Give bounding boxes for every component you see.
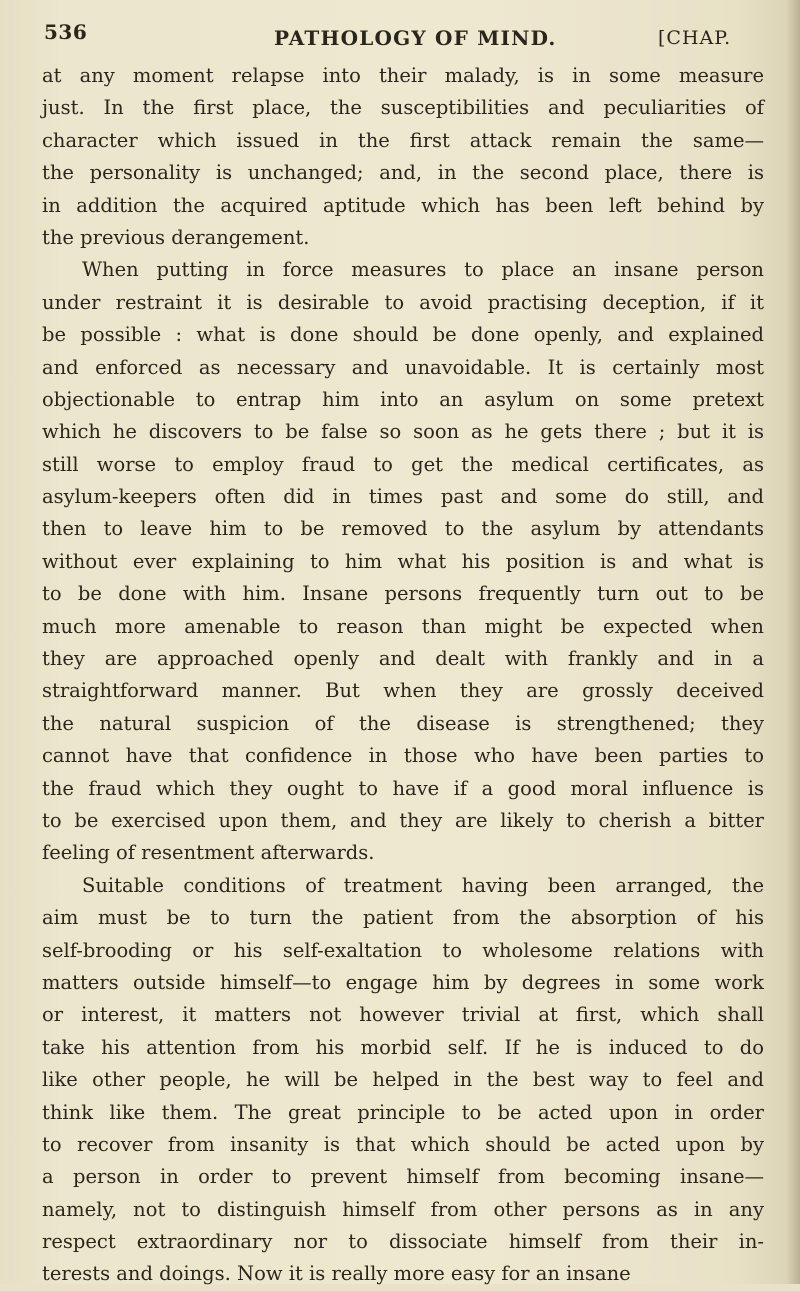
text-line: in addition the acquired aptitude which has been left behind by xyxy=(42,193,764,217)
text-line: to be exercised upon them, and they are likely to cherish a bitter xyxy=(42,808,764,832)
text-line: matters outside himself—to engage him by degrees in some work xyxy=(42,970,764,994)
text-line: like other people, he will be helped in the best way to feel and xyxy=(42,1068,764,1092)
text-line: the natural suspicion of the disease is strengthened; they xyxy=(42,711,764,735)
text-line: the previous derangement. xyxy=(42,225,310,249)
text-line: just. In the first place, the susceptibilities and peculiarities of xyxy=(42,96,764,120)
text-line: cannot have that confidence in those who have been parties to xyxy=(42,744,764,768)
text-line: think like them. The great principle to be acted upon in order xyxy=(42,1100,764,1124)
running-title: PATHOLOGY OF MIND. xyxy=(274,26,557,50)
text-line: under restraint it is desirable to avoid practising deception, if it xyxy=(42,290,764,314)
text-line: a person in order to prevent himself from becoming insane— xyxy=(42,1165,764,1189)
text-line: self-brooding or his self-exaltation to wholesome relations with xyxy=(42,938,764,962)
text-line: be possible : what is done should be done openly, and explained xyxy=(42,323,764,347)
text-line: much more amenable to reason than might be expected when xyxy=(42,614,764,638)
text-line: objectionable to entrap him into an asylum on some pretext xyxy=(42,387,764,411)
body-text xyxy=(42,60,764,1291)
running-head xyxy=(44,20,764,54)
text-line: When putting in force measures to place an insane person xyxy=(82,258,764,282)
text-line: to recover from insanity is that which should be acted upon by xyxy=(42,1132,764,1156)
text-line: the fraud which they ought to have if a good moral influence is xyxy=(42,776,764,800)
text-line: still worse to employ fraud to get the medical certificates, as xyxy=(42,452,764,476)
text-line: respect extraordinary nor to dissociate himself from their in- xyxy=(42,1230,764,1254)
text-line: character which issued in the first attack remain the same— xyxy=(42,128,764,152)
text-line: feeling of resentment afterwards. xyxy=(42,841,375,865)
text-line: namely, not to distinguish himself from other persons as in any xyxy=(42,1197,764,1221)
text-line: then to leave him to be removed to the asylum by attendants xyxy=(42,517,764,541)
text-line: or interest, it matters not however trivial at first, which shall xyxy=(42,1003,764,1027)
text-line: which he discovers to be false so soon as he gets there ; but it is xyxy=(42,420,764,444)
text-line: straightforward manner. But when they are grossly deceived xyxy=(42,679,764,703)
text-line: to be done with him. Insane persons frequently turn out to be xyxy=(42,582,764,606)
page-number: 536 xyxy=(44,20,88,44)
text-line: and enforced as necessary and unavoidable. It is certainly most xyxy=(42,355,764,379)
text-line: Suitable conditions of treatment having been arranged, the xyxy=(82,873,764,897)
text-line: asylum-keepers often did in times past and some do still, and xyxy=(42,485,764,509)
chapter-marker: [CHAP. xyxy=(658,27,732,49)
text-line: at any moment relapse into their malady, is in some measure xyxy=(42,64,764,87)
text-line: terests and doings. Now it is really more easy for an insane xyxy=(42,1262,631,1286)
text-line: take his attention from his morbid self. If he is induced to do xyxy=(42,1035,764,1059)
text-line: they are approached openly and dealt with frankly and in a xyxy=(42,647,764,671)
page-edge-shadow xyxy=(786,0,800,1284)
text-line: the personality is unchanged; and, in the second place, there is xyxy=(42,161,764,185)
text-line: without ever explaining to him what his position is and what is xyxy=(42,549,764,573)
text-line: aim must be to turn the patient from the absorption of his xyxy=(42,906,764,930)
